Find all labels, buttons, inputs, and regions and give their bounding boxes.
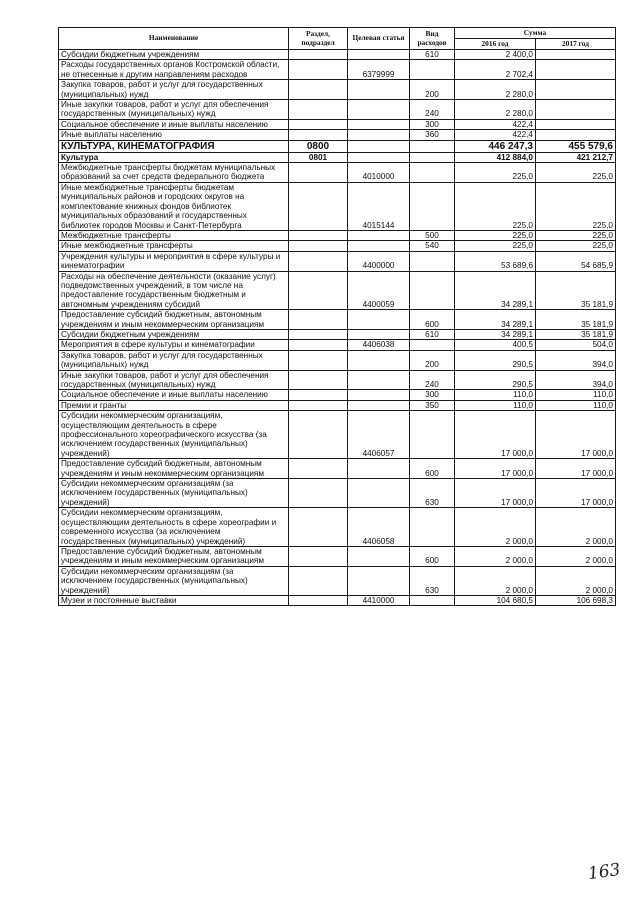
row-sum-2016: 34 289,1	[455, 310, 536, 330]
row-name: Предоставление субсидий бюджетным, автономным учреждениям и иным некоммерческим организациям	[59, 546, 289, 566]
row-kind: 610	[410, 50, 455, 60]
row-article	[348, 80, 410, 100]
table-row	[59, 411, 616, 459]
row-name: Премии и гранты	[59, 400, 289, 410]
header-article: Целевая статья	[348, 28, 410, 50]
row-sum-2017: 17 000,0	[536, 479, 616, 508]
row-name: Учреждения культуры и мероприятия в сфере культуры и кинематографии	[59, 251, 289, 271]
table-header	[59, 28, 616, 50]
row-name: Субсидии некоммерческим организациям (за исключением государственных (муниципальных) учреждений)	[59, 566, 289, 595]
row-name: Социальное обеспечение и иные выплаты населению	[59, 390, 289, 400]
row-sum-2017: 110,0	[536, 390, 616, 400]
row-kind: 600	[410, 459, 455, 479]
row-section	[289, 508, 348, 547]
row-sum-2016: 225,0	[455, 182, 536, 230]
table-body	[59, 50, 616, 606]
row-article	[348, 130, 410, 140]
row-name: Иные межбюджетные трансферты бюджетам муниципальных районов и городских округов на комплектование книжных фондов библиотек муниципальных образований и государственных библиотек городов Москвы и Санкт-Петербурга	[59, 182, 289, 230]
row-name: Закупка товаров, работ и услуг для государственных (муниципальных) нужд	[59, 80, 289, 100]
header-year-2016: 2016 год	[455, 39, 536, 50]
row-sum-2017: 2 000,0	[536, 566, 616, 595]
row-name: Субсидии некоммерческим организациям, осуществляющим деятельность в сфере хореографии и современного искусства (за исключением государственных (муниципальных) учреждений)	[59, 508, 289, 547]
page-number: 163	[586, 859, 622, 885]
row-article	[348, 479, 410, 508]
row-sum-2017: 455 579,6	[536, 140, 616, 152]
table-row	[59, 329, 616, 339]
row-article: 6379999	[348, 60, 410, 80]
row-article	[348, 119, 410, 129]
row-sum-2017: 35 181,9	[536, 310, 616, 330]
row-sum-2016: 17 000,0	[455, 479, 536, 508]
row-article	[348, 390, 410, 400]
row-sum-2016: 446 247,3	[455, 140, 536, 152]
row-article	[348, 350, 410, 370]
row-sum-2016: 110,0	[455, 390, 536, 400]
header-kind: Вид расходов	[410, 28, 455, 50]
row-name: Субсидии некоммерческим организациям (за исключением государственных (муниципальных) учреждений)	[59, 479, 289, 508]
row-sum-2016: 2 000,0	[455, 508, 536, 547]
row-section	[289, 182, 348, 230]
row-kind: 300	[410, 390, 455, 400]
row-sum-2017	[536, 80, 616, 100]
table-row	[59, 350, 616, 370]
table-row	[59, 566, 616, 595]
table-row	[59, 130, 616, 140]
header-sum: Сумма	[455, 28, 616, 39]
row-name: КУЛЬТУРА, КИНЕМАТОГРАФИЯ	[59, 140, 289, 152]
row-name: Иные выплаты населению	[59, 130, 289, 140]
row-sum-2017: 110,0	[536, 400, 616, 410]
row-article	[348, 329, 410, 339]
row-kind: 630	[410, 566, 455, 595]
row-section	[289, 566, 348, 595]
row-section	[289, 370, 348, 390]
row-kind: 630	[410, 479, 455, 508]
table-row	[59, 370, 616, 390]
row-sum-2016: 34 289,1	[455, 271, 536, 310]
row-article	[348, 310, 410, 330]
row-section	[289, 350, 348, 370]
table-row	[59, 310, 616, 330]
row-kind: 600	[410, 310, 455, 330]
row-name: Предоставление субсидий бюджетным, автономным учреждениям и иным некоммерческим организациям	[59, 459, 289, 479]
row-sum-2016: 2 702,4	[455, 60, 536, 80]
row-sum-2017: 17 000,0	[536, 411, 616, 459]
table-row	[59, 140, 616, 152]
row-kind	[410, 163, 455, 183]
row-sum-2017: 2 000,0	[536, 508, 616, 547]
row-article: 4010000	[348, 163, 410, 183]
row-article	[348, 370, 410, 390]
row-sum-2017: 225,0	[536, 230, 616, 240]
row-section: 0800	[289, 140, 348, 152]
table-row	[59, 459, 616, 479]
table-row	[59, 50, 616, 60]
row-sum-2017: 394,0	[536, 370, 616, 390]
row-kind: 240	[410, 370, 455, 390]
row-kind	[410, 595, 455, 605]
row-sum-2017: 225,0	[536, 182, 616, 230]
row-kind	[410, 411, 455, 459]
row-sum-2016: 2 280,0	[455, 100, 536, 120]
table-row	[59, 340, 616, 350]
row-kind	[410, 182, 455, 230]
row-article: 4015144	[348, 182, 410, 230]
row-article	[348, 459, 410, 479]
header-name: Наименование	[59, 28, 289, 50]
row-article	[348, 152, 410, 162]
table-row	[59, 241, 616, 251]
row-section	[289, 340, 348, 350]
row-sum-2016: 110,0	[455, 400, 536, 410]
table-row	[59, 152, 616, 162]
table-row	[59, 508, 616, 547]
row-sum-2016: 53 689,6	[455, 251, 536, 271]
row-name: Межбюджетные трансферты бюджетам муниципальных образований за счет средств федерального бюджета	[59, 163, 289, 183]
row-sum-2017: 225,0	[536, 163, 616, 183]
row-section	[289, 479, 348, 508]
row-kind	[410, 271, 455, 310]
row-sum-2017	[536, 130, 616, 140]
row-sum-2017: 35 181,9	[536, 271, 616, 310]
row-article: 4400000	[348, 251, 410, 271]
row-kind	[410, 60, 455, 80]
table-row	[59, 60, 616, 80]
row-name: Субсидии бюджетным учреждениям	[59, 50, 289, 60]
row-kind: 200	[410, 80, 455, 100]
table-row	[59, 400, 616, 410]
row-sum-2017: 54 685,9	[536, 251, 616, 271]
row-kind	[410, 152, 455, 162]
row-kind: 540	[410, 241, 455, 251]
row-kind: 200	[410, 350, 455, 370]
row-section	[289, 459, 348, 479]
table-row	[59, 80, 616, 100]
row-article	[348, 566, 410, 595]
row-name: Расходы на обеспечение деятельности (оказание услуг) подведомственных учреждений, в том числе на предоставление государственным бюджетным и автономным учреждениям субсидий	[59, 271, 289, 310]
row-article: 4400059	[348, 271, 410, 310]
table-row	[59, 163, 616, 183]
table-row	[59, 271, 616, 310]
header-year-2017: 2017 год	[536, 39, 616, 50]
row-kind: 360	[410, 130, 455, 140]
row-name: Предоставление субсидий бюджетным, автономным учреждениям и иным некоммерческим организациям	[59, 310, 289, 330]
row-sum-2017: 17 000,0	[536, 459, 616, 479]
table-row	[59, 182, 616, 230]
row-article	[348, 140, 410, 152]
table-row	[59, 230, 616, 240]
row-sum-2016: 422,4	[455, 119, 536, 129]
row-section	[289, 400, 348, 410]
table-row	[59, 595, 616, 605]
row-section	[289, 100, 348, 120]
table-row	[59, 479, 616, 508]
row-kind	[410, 251, 455, 271]
row-name: Субсидии бюджетным учреждениям	[59, 329, 289, 339]
row-article: 4406057	[348, 411, 410, 459]
row-name: Иные закупки товаров, работ и услуг для обеспечения государственных (муниципальных) нужд	[59, 100, 289, 120]
row-sum-2016: 104 680,5	[455, 595, 536, 605]
row-kind: 300	[410, 119, 455, 129]
row-section	[289, 595, 348, 605]
row-article: 4406038	[348, 340, 410, 350]
row-article	[348, 241, 410, 251]
row-sum-2017	[536, 100, 616, 120]
row-sum-2016: 2 280,0	[455, 80, 536, 100]
row-sum-2016: 422,4	[455, 130, 536, 140]
row-sum-2017: 225,0	[536, 241, 616, 251]
row-name: Музеи и постоянные выставки	[59, 595, 289, 605]
row-kind	[410, 508, 455, 547]
row-sum-2016: 34 289,1	[455, 329, 536, 339]
row-kind: 500	[410, 230, 455, 240]
row-article	[348, 400, 410, 410]
row-section	[289, 230, 348, 240]
row-sum-2017: 2 000,0	[536, 546, 616, 566]
row-section	[289, 251, 348, 271]
row-name: Культура	[59, 152, 289, 162]
row-name: Иные закупки товаров, работ и услуг для обеспечения государственных (муниципальных) нужд	[59, 370, 289, 390]
row-sum-2017: 504,0	[536, 340, 616, 350]
row-sum-2016: 225,0	[455, 241, 536, 251]
row-sum-2017: 394,0	[536, 350, 616, 370]
row-sum-2016: 225,0	[455, 163, 536, 183]
row-sum-2016: 2 000,0	[455, 546, 536, 566]
row-section	[289, 329, 348, 339]
row-name: Субсидии некоммерческим организациям, осуществляющим деятельность в сфере профессионального хореографического искусства (за исключением государственных (муниципальных) учреждений)	[59, 411, 289, 459]
row-sum-2016: 17 000,0	[455, 411, 536, 459]
row-sum-2016: 290,5	[455, 370, 536, 390]
row-name: Расходы государственных органов Костромской области, не отнесенные к другим направлениям расходов	[59, 60, 289, 80]
row-kind	[410, 140, 455, 152]
row-kind: 350	[410, 400, 455, 410]
table-row	[59, 546, 616, 566]
row-article	[348, 546, 410, 566]
row-name: Социальное обеспечение и иные выплаты населению	[59, 119, 289, 129]
row-article: 4406058	[348, 508, 410, 547]
row-sum-2016: 400,5	[455, 340, 536, 350]
row-name: Межбюджетные трансферты	[59, 230, 289, 240]
row-section: 0801	[289, 152, 348, 162]
row-sum-2017: 421 212,7	[536, 152, 616, 162]
row-kind: 610	[410, 329, 455, 339]
row-kind: 240	[410, 100, 455, 120]
row-section	[289, 546, 348, 566]
row-article	[348, 50, 410, 60]
row-article: 4410000	[348, 595, 410, 605]
row-sum-2017	[536, 119, 616, 129]
row-article	[348, 100, 410, 120]
row-sum-2016: 225,0	[455, 230, 536, 240]
table-row	[59, 119, 616, 129]
row-section	[289, 271, 348, 310]
row-section	[289, 390, 348, 400]
row-sum-2017	[536, 60, 616, 80]
row-sum-2017: 106 698,3	[536, 595, 616, 605]
row-section	[289, 119, 348, 129]
row-section	[289, 60, 348, 80]
row-sum-2016: 17 000,0	[455, 459, 536, 479]
row-section	[289, 241, 348, 251]
row-sum-2016: 290,5	[455, 350, 536, 370]
row-sum-2017	[536, 50, 616, 60]
row-section	[289, 411, 348, 459]
row-kind	[410, 340, 455, 350]
table-row	[59, 390, 616, 400]
row-name: Иные межбюджетные трансферты	[59, 241, 289, 251]
budget-table	[58, 27, 616, 606]
table-row	[59, 100, 616, 120]
row-sum-2016: 2 000,0	[455, 566, 536, 595]
row-section	[289, 310, 348, 330]
row-article	[348, 230, 410, 240]
row-section	[289, 50, 348, 60]
row-name: Мероприятия в сфере культуры и кинематографии	[59, 340, 289, 350]
row-sum-2016: 2 400,0	[455, 50, 536, 60]
row-kind: 600	[410, 546, 455, 566]
row-sum-2016: 412 884,0	[455, 152, 536, 162]
row-section	[289, 130, 348, 140]
row-name: Закупка товаров, работ и услуг для государственных (муниципальных) нужд	[59, 350, 289, 370]
row-sum-2017: 35 181,9	[536, 329, 616, 339]
row-section	[289, 80, 348, 100]
header-section: Раздел, подраздел	[289, 28, 348, 50]
row-section	[289, 163, 348, 183]
table-row	[59, 251, 616, 271]
